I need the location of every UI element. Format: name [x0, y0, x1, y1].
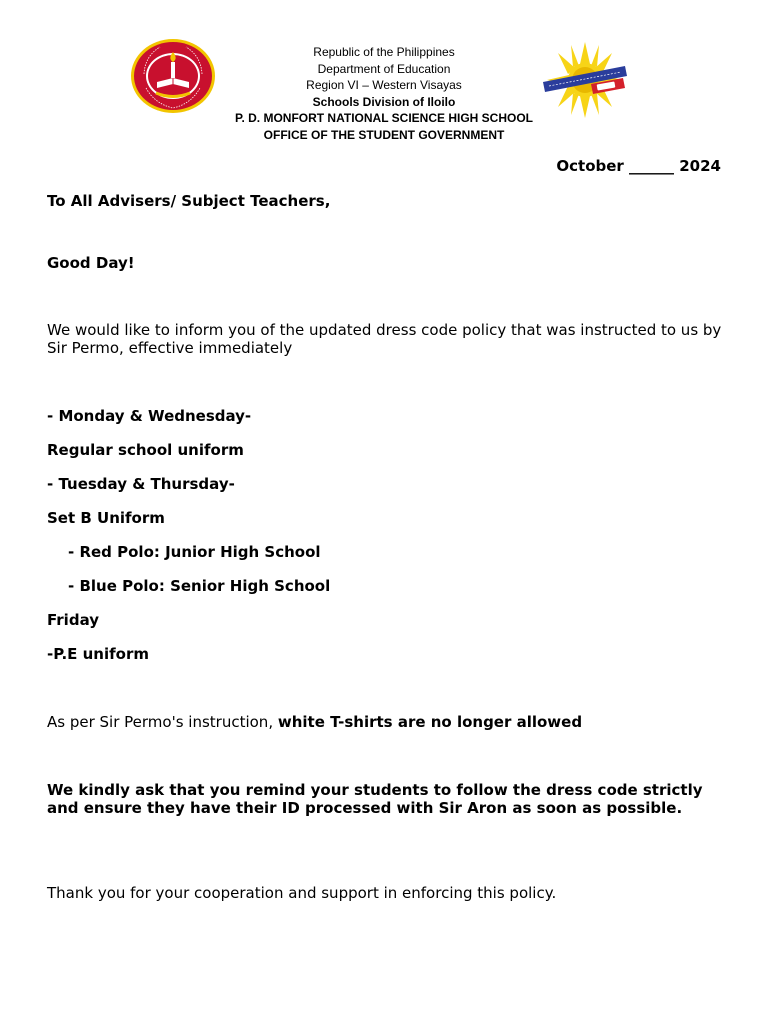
schedule-set-b-uniform: Set B Uniform: [47, 509, 165, 527]
salutation: To All Advisers/ Subject Teachers,: [47, 192, 331, 210]
letterhead-office: OFFICE OF THE STUDENT GOVERNMENT: [263, 127, 505, 142]
tshirt-note-prefix: As per Sir Permo's instruction,: [47, 713, 278, 731]
letter-date: October ______ 2024: [556, 157, 721, 175]
closing-paragraph: Thank you for your cooperation and support in enforcing this policy.: [47, 884, 557, 902]
letterhead-country: Republic of the Philippines: [313, 45, 455, 59]
schedule-monday-wednesday: - Monday & Wednesday-: [47, 407, 252, 425]
tshirt-note: [47, 714, 727, 732]
request-paragraph: We kindly ask that you remind your students to follow the dress code strictly and ensure they have their ID processed with Sir Aron as soon as possible.: [47, 781, 703, 817]
tshirt-note-emphasis: white T-shirts are no longer allowed: [277, 713, 583, 731]
schedule-friday: Friday: [47, 611, 100, 629]
student-government-sun-logo: [541, 42, 629, 118]
schedule-regular-uniform: Regular school uniform: [47, 441, 244, 459]
intro-paragraph: We would like to inform you of the updated dress code policy that was instructed to us by Sir Permo, effective immediately: [47, 321, 722, 357]
schedule-pe-uniform: -P.E uniform: [47, 645, 149, 663]
letterhead-division: Schools Division of Iloilo: [312, 94, 456, 109]
schedule-blue-polo: - Blue Polo: Senior High School: [68, 577, 331, 595]
letterhead-school-name: P. D. MONFORT NATIONAL SCIENCE HIGH SCHOOL: [234, 111, 533, 125]
schedule-red-polo: - Red Polo: Junior High School: [68, 543, 321, 561]
letterhead-region: Region VI – Western Visayas: [306, 78, 462, 92]
schedule-tuesday-thursday: - Tuesday & Thursday-: [47, 475, 235, 493]
greeting: Good Day!: [47, 254, 135, 272]
letterhead-department: Department of Education: [317, 61, 451, 76]
letterhead: [184, 44, 584, 143]
